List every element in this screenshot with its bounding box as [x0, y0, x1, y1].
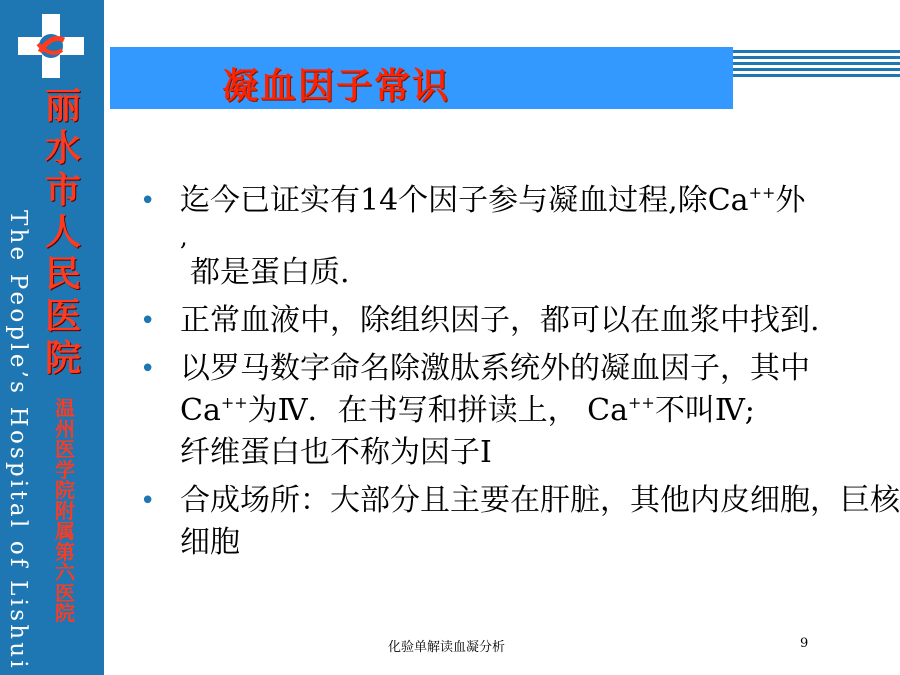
affiliation-char: 院: [55, 478, 75, 502]
bullet-text: 纤维蛋白也不称为因子Ⅰ: [180, 435, 492, 470]
bullet-text: 外: [775, 183, 806, 218]
bullet-dot-icon: •: [140, 186, 156, 216]
bullet-text: 迄今已证实有14个因子参与凝血过程,除Ca: [180, 183, 749, 218]
bullet-text: 都是蛋白质.: [190, 255, 350, 290]
hospital-name-char: 民: [44, 254, 81, 295]
hospital-name-char: 丽: [44, 86, 81, 127]
bullet-dot-icon: •: [140, 486, 156, 516]
title-bar: [110, 47, 733, 109]
affiliation-char: 六: [55, 560, 75, 584]
bullet-dot-icon: •: [140, 354, 156, 384]
hospital-logo-icon: [18, 14, 84, 78]
bullet-text: 不叫Ⅳ;: [654, 393, 755, 428]
superscript: ++: [748, 183, 776, 202]
hospital-name-char: 院: [44, 338, 81, 379]
sidebar: [0, 0, 104, 675]
stripe: [733, 74, 900, 77]
bullet-item: [140, 300, 900, 342]
affiliation-char: 州: [55, 416, 75, 441]
hospital-name-char: 市: [44, 170, 81, 211]
slide-title: 凝血因子常识: [222, 66, 451, 107]
bullet-text: ,: [180, 223, 188, 251]
english-hospital-name-text: The People’s Hospital of Lishui: [5, 210, 31, 671]
hospital-name-vertical: [40, 86, 86, 380]
decorative-stripes: [733, 50, 900, 78]
stripe: [733, 50, 900, 53]
superscript: ++: [628, 393, 655, 412]
affiliation-name-vertical: [53, 398, 77, 624]
hospital-name-char: 人: [44, 212, 81, 253]
hospital-name-char: 医: [44, 296, 81, 337]
affiliation-char: 学: [55, 457, 75, 482]
bullet-item: [140, 480, 900, 564]
bullet-text: 为Ⅳ．在书写和拼读上， Ca: [247, 393, 629, 428]
bullet-text: 合成场所：大部分且主要在肝脏，其他内皮细胞，巨核细胞: [180, 483, 900, 560]
bullet-item: [140, 348, 900, 474]
footer-caption: 化验单解读血凝分析: [388, 640, 506, 655]
stripe: [733, 62, 900, 65]
affiliation-char: 温: [55, 396, 75, 420]
bullet-dot-icon: •: [140, 306, 156, 336]
page-number: 9: [800, 636, 809, 651]
bullet-item: [140, 180, 900, 294]
bullet-text: 正常血液中，除组织因子，都可以在血浆中找到.: [180, 303, 820, 338]
affiliation-char: 附: [55, 498, 75, 523]
bullet-list: [140, 180, 900, 564]
bullet-text: 以罗马数字命名除激肽系统外的凝血因子，其中Ca: [180, 351, 810, 428]
affiliation-char: 医: [55, 437, 75, 461]
hospital-name-char: 水: [44, 128, 81, 169]
superscript: ++: [220, 393, 248, 412]
affiliation-char: 医: [55, 580, 75, 605]
affiliation-char: 属: [55, 519, 75, 543]
affiliation-char: 第: [55, 539, 75, 564]
stripe: [733, 68, 900, 71]
english-hospital-name: [5, 210, 37, 671]
affiliation-char: 院: [55, 601, 75, 625]
stripe: [733, 56, 900, 59]
